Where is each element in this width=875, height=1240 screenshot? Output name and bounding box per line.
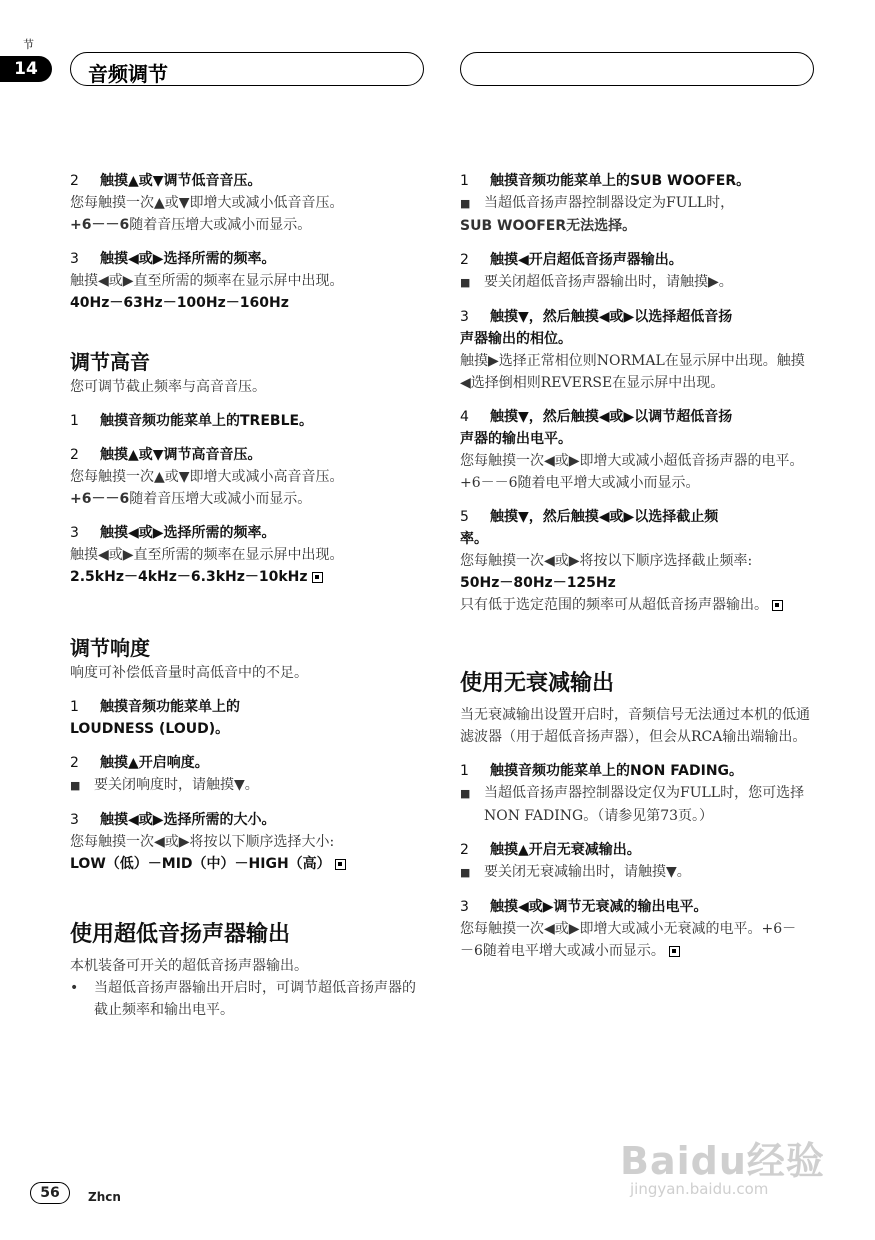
treble-step-1: 1 触摸音频功能菜单上的TREBLE。 [70,413,314,429]
bass-step-2-range: +6－－6随着音压增大或减小而显示。 [70,217,312,233]
bass-step-2-body: 您每触摸一次▲或▼即增大或减小低音音压。 [70,195,344,211]
loudness-step-1: 1 触摸音频功能菜单上的 LOUDNESS (LOUD)。 [70,699,240,737]
loudness-step-2-note: ■ 要关闭响度时，请触摸▼。 [70,774,420,797]
loudness-step-3-body: 您每触摸一次◀或▶将按以下顺序选择大小: [70,834,335,850]
nonfading-step-3: 3 触摸◀或▶调节无衰减的输出电平。 [460,899,708,915]
sw-step-5: 5 触摸▼，然后触摸◀或▶以选择截止频 率。 [460,509,719,547]
loudness-step-3: 3 触摸◀或▶选择所需的大小。 [70,812,276,828]
treble-step-3-body: 触摸◀或▶直至所需的频率在显示屏中出现。 [70,547,344,563]
left-column [70,170,420,1021]
sw-step-2-note: ■ 要关闭超低音扬声器输出时，请触摸▶。 [460,271,810,294]
baidu-watermark-url: jingyan.baidu.com [630,1180,769,1198]
sw-step-3-body: 触摸▶选择正常相位则NORMAL在显示屏中出现。触摸◀选择倒相则REVERSE在显示屏中出现。 [460,353,805,391]
loudness-intro: 响度可补偿低音量时高低音中的不足。 [70,665,308,681]
section-number-badge: 14 [0,56,52,82]
treble-step-2-range: +6－－6随着音压增大或减小而显示。 [70,491,312,507]
treble-step-3: 3 触摸◀或▶选择所需的频率。 [70,525,276,541]
sw-step-5-note: 只有低于选定范围的频率可从超低音扬声器输出。 [460,594,810,616]
end-mark-icon [669,946,680,957]
end-mark-icon [335,859,346,870]
bass-freq-list: 40Hz－63Hz－100Hz－160Hz [70,295,289,311]
bass-step-3: 3 触摸◀或▶选择所需的频率。 [70,251,276,267]
nonfading-step-3-body: 您每触摸一次◀或▶即增大或减小无衰减的电平。+6－－6随着电平增大或减小而显示。 [460,921,797,959]
sw-step-4-body: 您每触摸一次◀或▶即增大或减小超低音扬声器的电平。+6－－6随着电平增大或减小而显示。 [460,453,804,491]
bullet-square-icon: ■ [460,866,471,879]
sw-step-1-note: ■ 当超低音扬声器控制器设定为FULL时， [460,192,810,215]
cutoff-freq-list: 50Hz－80Hz－125Hz [460,575,616,591]
bullet-square-icon: ■ [460,276,471,289]
nonfading-heading: 使用无衰减输出 [460,671,615,696]
sw-step-5-body: 您每触摸一次◀或▶将按以下顺序选择截止频率: [460,553,753,569]
nonfading-step-1-note: ■ 当超低音扬声器控制器设定仅为FULL时，您可选择NON FADING。（请参见第73页。） [460,785,805,824]
nonfading-step-2: 2 触摸▲开启无衰减输出。 [460,842,641,858]
subwoofer-bullet: • 当超低音扬声器输出开启时，可调节超低音扬声器的截止频率和输出电平。 [70,977,420,1021]
nonfading-step-2-note: ■ 要关闭无衰减输出时，请触摸▼。 [460,861,810,884]
bass-step-2: 2 触摸▲或▼调节低音音压。 [70,173,262,189]
loudness-heading: 调节响度 [70,636,150,660]
subwoofer-heading: 使用超低音扬声器输出 [70,922,291,947]
treble-heading: 调节高音 [70,350,150,374]
bullet-square-icon: ■ [460,197,471,210]
sw-step-4: 4 触摸▼，然后触摸◀或▶以调节超低音扬 声器的输出电平。 [460,409,733,447]
sw-step-1-note-cont: SUB WOOFER无法选择。 [460,218,637,234]
page-number: 56 [30,1182,70,1204]
sw-step-1: 1 触摸音频功能菜单上的SUB WOOFER。 [460,173,751,189]
chapter-title: 音频调节 [88,62,168,86]
loudness-step-2: 2 触摸▲开启响度。 [70,755,209,771]
bullet-dot-icon: • [70,980,79,996]
bullet-square-icon: ■ [70,779,81,792]
nonfading-intro: 当无衰减输出设置开启时，音频信号无法通过本机的低通滤波器（用于超低音扬声器），但会从RCA输出端输出。 [460,707,810,745]
right-column [460,170,810,962]
baidu-watermark-logo: Baidu经验 [620,1139,825,1183]
treble-freq-list: 2.5kHz－4kHz－6.3kHz－10kHz [70,566,420,588]
loudness-levels: LOW（低）－MID（中）－HIGH（高） [70,853,420,875]
header-right-frame [460,52,814,86]
end-mark-icon [772,600,783,611]
bass-step-3-body: 触摸◀或▶直至所需的频率在显示屏中出现。 [70,273,344,289]
section-label: 节 [23,38,34,51]
nonfading-step-1: 1 触摸音频功能菜单上的NON FADING。 [460,763,744,779]
end-mark-icon [312,572,323,583]
sw-step-2: 2 触摸◀开启超低音扬声器输出。 [460,252,683,268]
treble-intro: 您可调节截止频率与高音音压。 [70,379,266,395]
treble-step-2: 2 触摸▲或▼调节高音音压。 [70,447,262,463]
treble-step-2-body: 您每触摸一次▲或▼即增大或减小高音音压。 [70,469,344,485]
language-code: Zhcn [88,1190,121,1204]
sw-step-3: 3 触摸▼，然后触摸◀或▶以选择超低音扬 声器输出的相位。 [460,309,733,347]
subwoofer-intro: 本机装备可开关的超低音扬声器输出。 [70,958,308,974]
bullet-square-icon: ■ [460,787,471,800]
